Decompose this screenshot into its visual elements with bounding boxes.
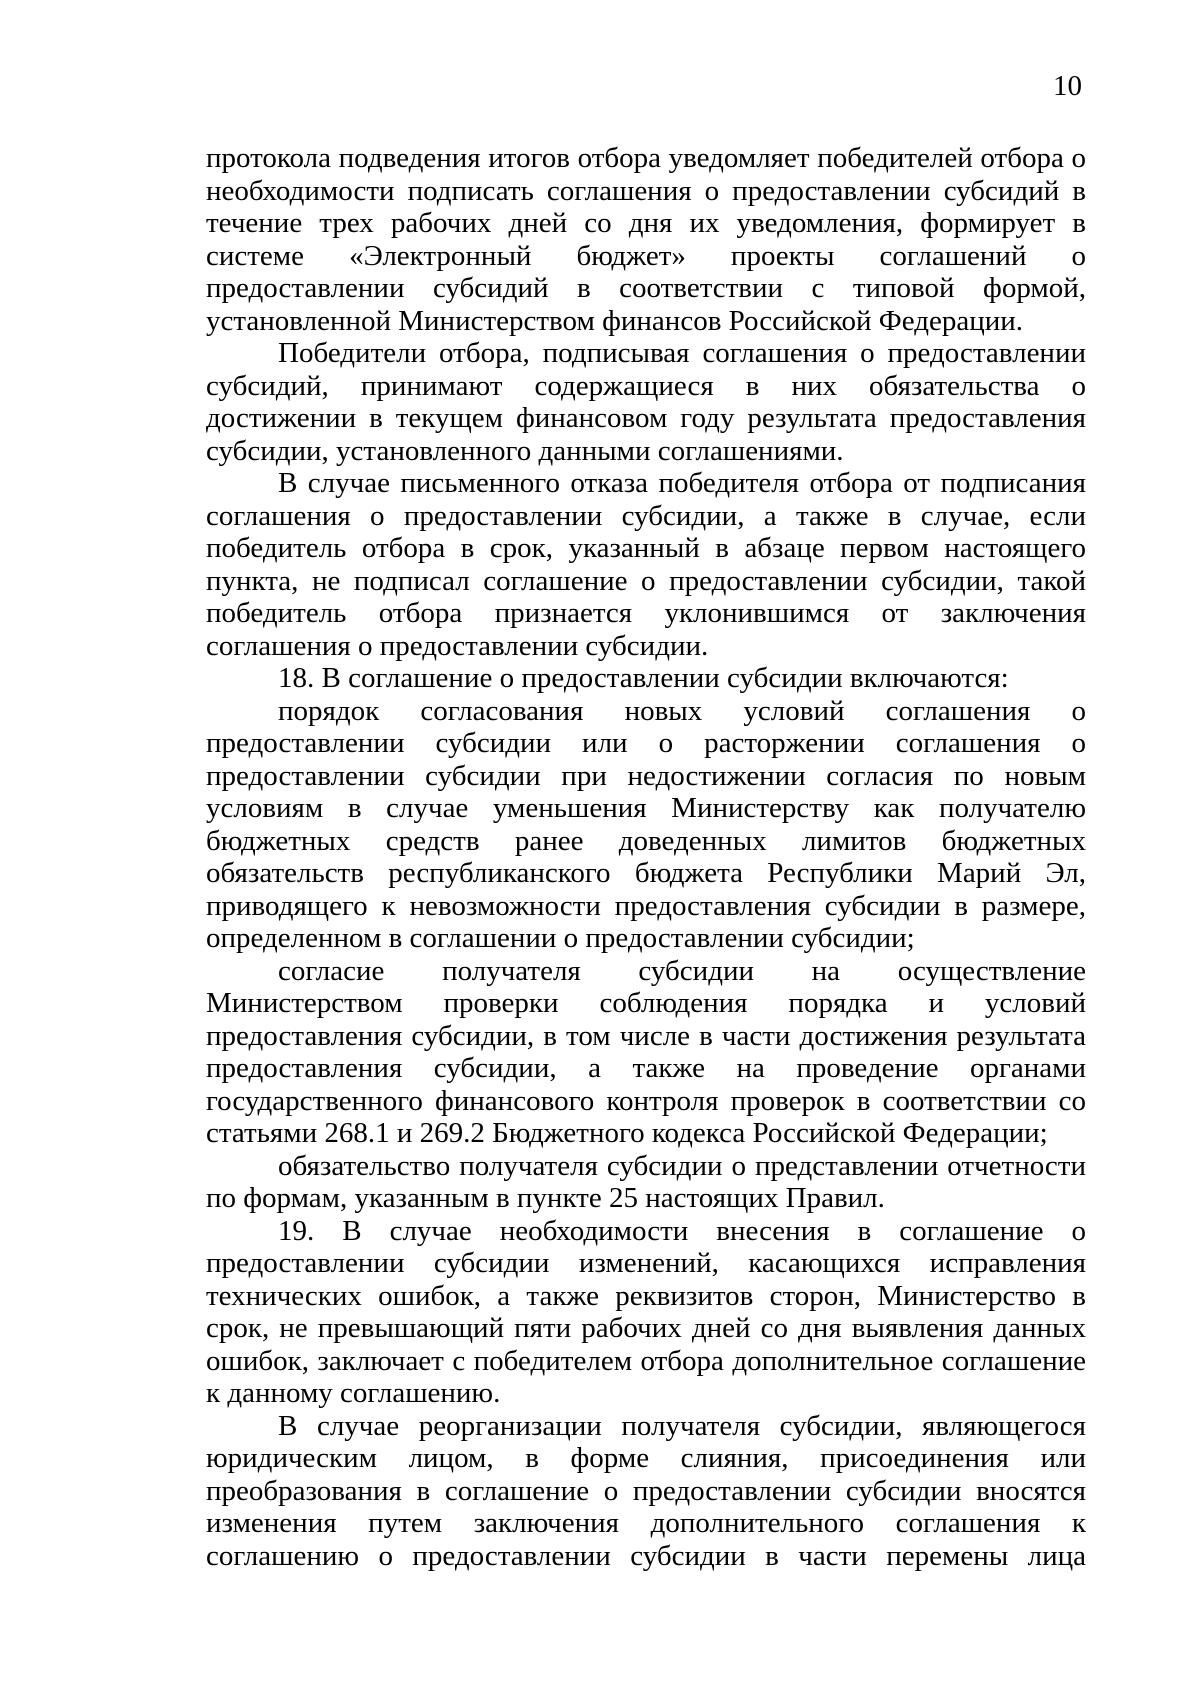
paragraph-7: обязательство получателя субсидии о представлении отчетности по формам, указанным в пункте 25 настоящих Правил. [206,1149,1086,1214]
paragraph-2: Победители отбора, подписывая соглашения о предоставлении субсидий, принимают содержащиеся в них обязательства о достижении в текущем финансовом году результата предоставления субсидии, установленного данными соглашениями. [206,337,1086,467]
document-body [206,142,1086,1572]
page-number: 10 [1053,70,1082,102]
paragraph-6: согласие получателя субсидии на осуществление Министерством проверки соблюдения порядка и условий предоставления субсидии, в том числе в части достижения результата предоставления субсидии, а также на проведение органами государственного финансового контроля проверок в соответствии со статьями 268.1 и 269.2 Бюджетного кодекса Российской Федерации; [206,954,1086,1149]
paragraph-8-item-19: 19. В случае необходимости внесения в соглашение о предоставлении субсидии изменений, касающихся исправления технических ошибок, а также реквизитов сторон, Министерство в срок, не превышающий пяти рабочих дней со дня выявления данных ошибок, заключает с победителем отбора дополнительное соглашение к данному соглашению. [206,1214,1086,1409]
paragraph-3: В случае письменного отказа победителя отбора от подписания соглашения о предоставлении субсидии, а также в случае, если победитель отбора в срок, указанный в абзаце первом настоящего пункта, не подписал соглашение о предоставлении субсидии, такой победитель отбора признается уклонившимся от заключения соглашения о предоставлении субсидии. [206,467,1086,662]
paragraph-4-item-18: 18. В соглашение о предоставлении субсидии включаются: [278,662,1009,694]
paragraph-9: В случае реорганизации получателя субсидии, являющегося юридическим лицом, в форме слияния, присоединения или преобразования в соглашение о предоставлении субсидии вносятся изменения путем заключения дополнительного соглашения к соглашению о предоставлении субсидии в части перемены лица [206,1409,1086,1572]
paragraph-5: порядок согласования новых условий соглашения о предоставлении субсидии или о расторжении соглашения о предоставлении субсидии при недостижении согласия по новым условиям в случае уменьшения Министерству как получателю бюджетных средств ранее доведенных лимитов бюджетных обязательств республиканского бюджета Республики Марий Эл, приводящего к невозможности предоставления субсидии в размере, определенном в соглашении о предоставлении субсидии; [206,694,1086,954]
paragraph-1: протокола подведения итогов отбора уведомляет победителей отбора о необходимости подписать соглашения о предоставлении субсидий в течение трех рабочих дней со дня их уведомления, формирует в системе «Электронный бюджет» проекты соглашений о предоставлении субсидий в соответствии с типовой формой, установленной Министерством финансов Российской Федерации. [206,142,1086,337]
